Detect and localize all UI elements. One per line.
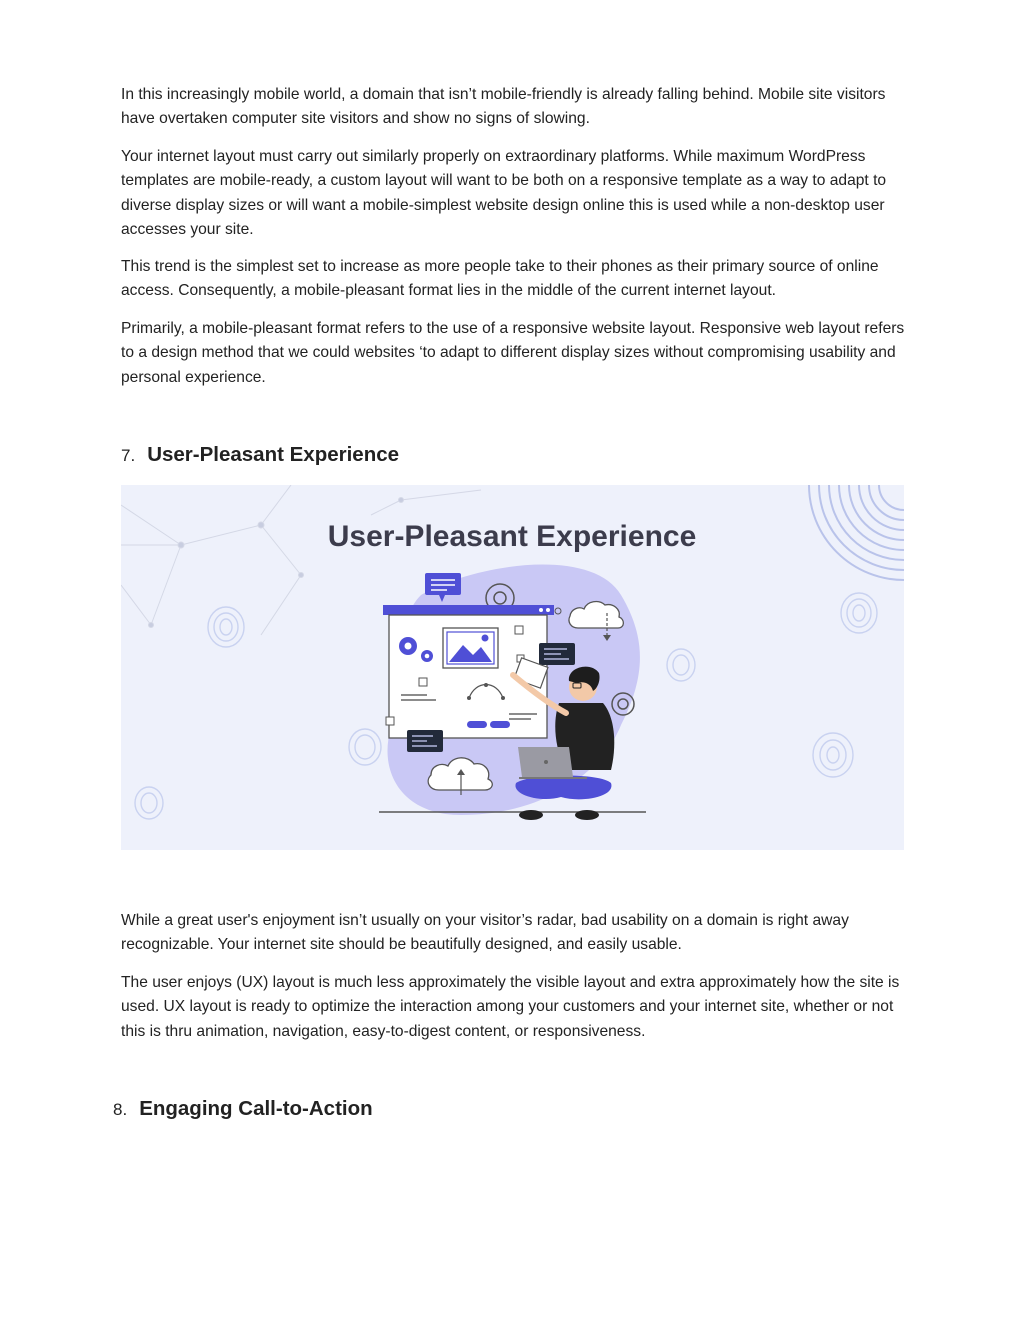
section-8-heading: [113, 1097, 373, 1121]
image-title: User-Pleasant Experience: [327, 520, 697, 553]
paragraph-usability: While a great user's enjoyment isn’t usually on your visitor’s radar, bad usability on a domain is right away recognizable. Your internet site should be beautifully designed, and easily usable.: [121, 912, 849, 954]
paragraph-internet-layout: Your internet layout must carry out similarly properly on extraordinary platforms. While maximum WordPress templates are mobile-ready, a custom layout will want to be both on a responsive template as a way to adapt to diverse display sizes or will want a mobile-simplest website design online this is used while a non-desktop user accesses your site.: [121, 148, 887, 238]
user-experience-illustration: [121, 485, 904, 850]
paragraph-mobile-world: In this increasingly mobile world, a domain that isn’t mobile-friendly is already falling behind. Mobile site visitors have overtaken computer site visitors and show no signs of slowing.: [121, 86, 886, 128]
section-7-title: User-Pleasant Experience: [147, 443, 400, 466]
section-8-title: Engaging Call-to-Action: [139, 1097, 373, 1120]
section-7-heading: [121, 443, 399, 467]
paragraph-ux-layout: The user enjoys (UX) layout is much less approximately the visible layout and extra approximately how the site is used. UX layout is ready to optimize the interaction among your customers and your internet site, whether or not this is thru animation, navigation, easy-to-digest content, or responsiveness.: [121, 974, 900, 1040]
section-8-number: 8.: [113, 1100, 128, 1119]
section-7-number: 7.: [121, 446, 136, 465]
paragraph-trend: This trend is the simplest set to increase as more people take to their phones as their primary source of online access. Consequently, a mobile-pleasant format lies in the middle of the current internet layout.: [121, 258, 879, 300]
paragraph-responsive: Primarily, a mobile-pleasant format refers to the use of a responsive website layout. Responsive web layout refers to a design method that we could websites ‘to adapt to different display sizes without compromising usability and personal experience.: [121, 320, 905, 386]
